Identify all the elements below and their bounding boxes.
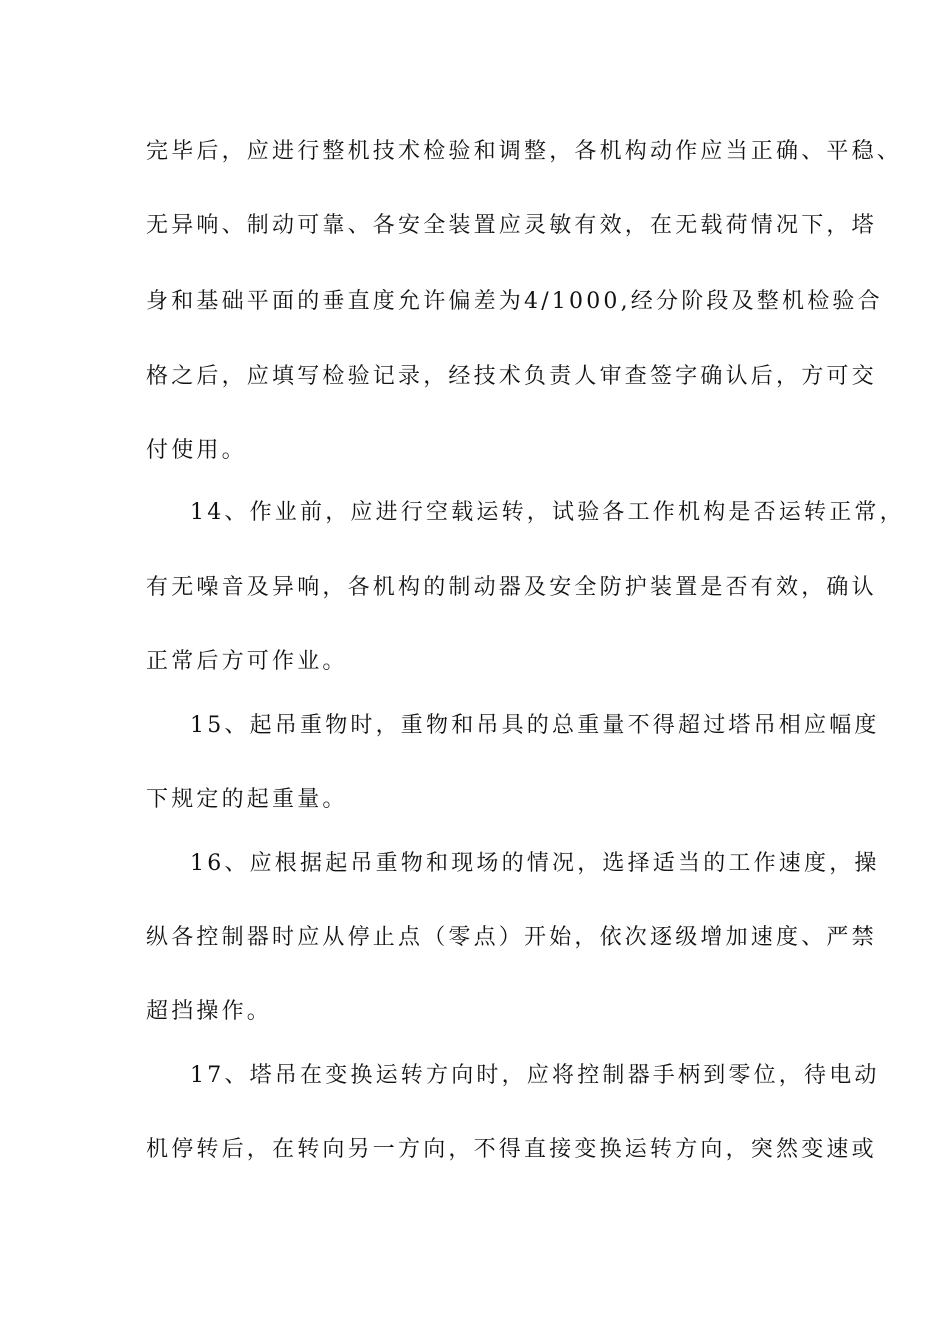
text-line: 格之后，应填写检验记录，经技术负责人审查签字确认后，方可交 [146,364,877,389]
text-line: 下规定的起重量。 [146,787,348,812]
text-line: 机停转后，在转向另一方向，不得直接变换运转方向，突然变速或 [146,1137,877,1162]
text-line: 纵各控制器时应从停止点（零点）开始，依次逐级增加速度、严禁 [146,925,877,950]
paragraph-15-first-line: 15、起吊重物时，重物和吊具的总重量不得超过塔吊相应幅度 [190,713,880,738]
text-line: 付使用。 [146,438,247,463]
text-line: 完毕后，应进行整机技术检验和调整，各机构动作应当正确、平稳、 [146,139,903,164]
text-line: 有无噪音及异响，各机构的制动器及安全防护装置是否有效，确认 [146,575,877,600]
text-line: 身和基础平面的垂直度允许偏差为4/1000,经分阶段及整机检验合 [146,289,883,314]
paragraph-14-first-line: 14、作业前，应进行空载运转，试验各工作机构是否运转正常， [190,500,905,525]
paragraph-17-first-line: 17、塔吊在变换运转方向时，应将控制器手柄到零位，待电动 [190,1063,880,1088]
text-line: 超挡操作。 [146,999,273,1024]
text-line: 无异响、制动可靠、各安全装置应灵敏有效，在无载荷情况下，塔 [146,213,877,238]
text-line: 正常后方可作业。 [146,649,348,674]
paragraph-16-first-line: 16、应根据起吊重物和现场的情况，选择适当的工作速度，操 [190,851,880,876]
